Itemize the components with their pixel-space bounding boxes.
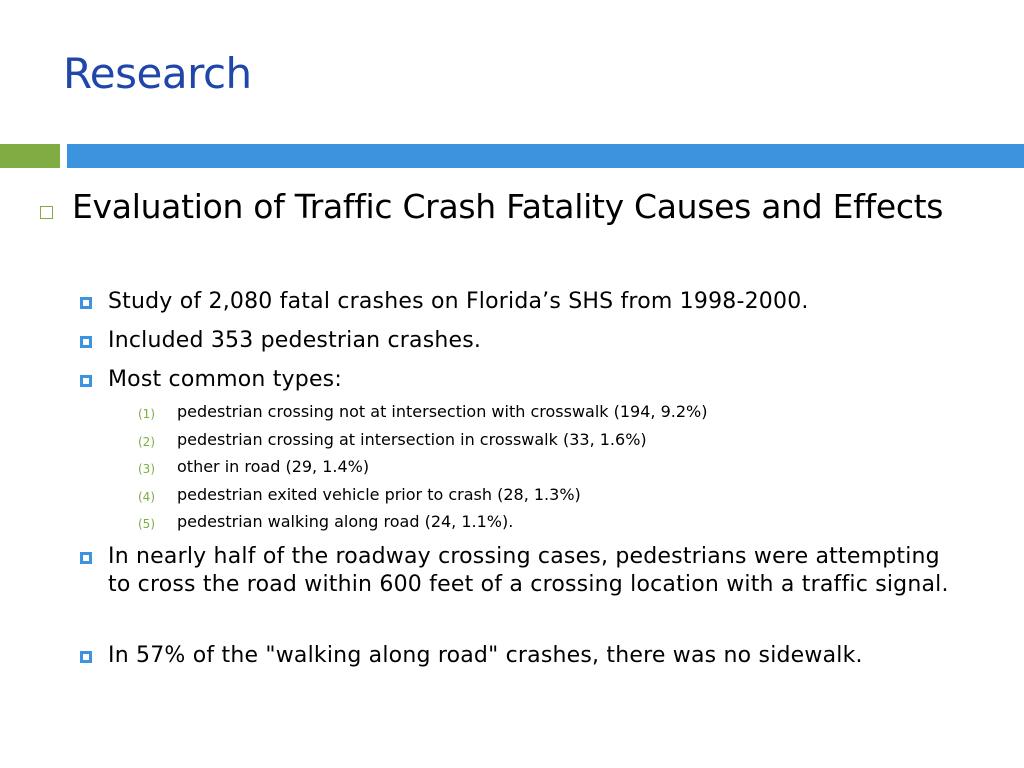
title-divider-green [0,144,60,168]
slide-title: Research [63,49,252,98]
sub-bullet-text: In nearly half of the roadway crossing cases, pedestrians were attempting to cross the road within 600 feet of a crossing location with a traffic signal. [108,544,949,597]
sub-bullet-text: In 57% of the "walking along road" crashes, there was no sidewalk. [108,643,863,668]
sub-bullet-text: Most common types: [108,367,342,392]
list-item-text: pedestrian crossing not at intersection with crosswalk (194, 9.2%) [177,402,708,421]
list-number: (2) [138,435,155,449]
sub-bullet-text: Study of 2,080 fatal crashes on Florida’s SHS from 1998-2000. [108,289,809,314]
square-bullet-icon [80,375,92,387]
list-item-text: pedestrian walking along road (24, 1.1%). [177,512,514,531]
list-number: (4) [138,490,155,504]
list-number: (1) [138,407,155,421]
main-bullet-text: Evaluation of Traffic Crash Fatality Causes and Effects [72,187,944,226]
list-item-text: pedestrian exited vehicle prior to crash (28, 1.3%) [177,485,581,504]
list-item-text: pedestrian crossing at intersection in crosswalk (33, 1.6%) [177,430,647,449]
square-bullet-icon [80,297,92,309]
list-item-text: other in road (29, 1.4%) [177,457,370,476]
list-number: (5) [138,517,155,531]
square-bullet-icon [40,206,53,219]
square-bullet-icon [80,651,92,663]
sub-bullet-text: Included 353 pedestrian crashes. [108,328,482,353]
list-number: (3) [138,462,155,476]
title-divider-blue [67,144,1024,168]
square-bullet-icon [80,552,92,564]
square-bullet-icon [80,336,92,348]
